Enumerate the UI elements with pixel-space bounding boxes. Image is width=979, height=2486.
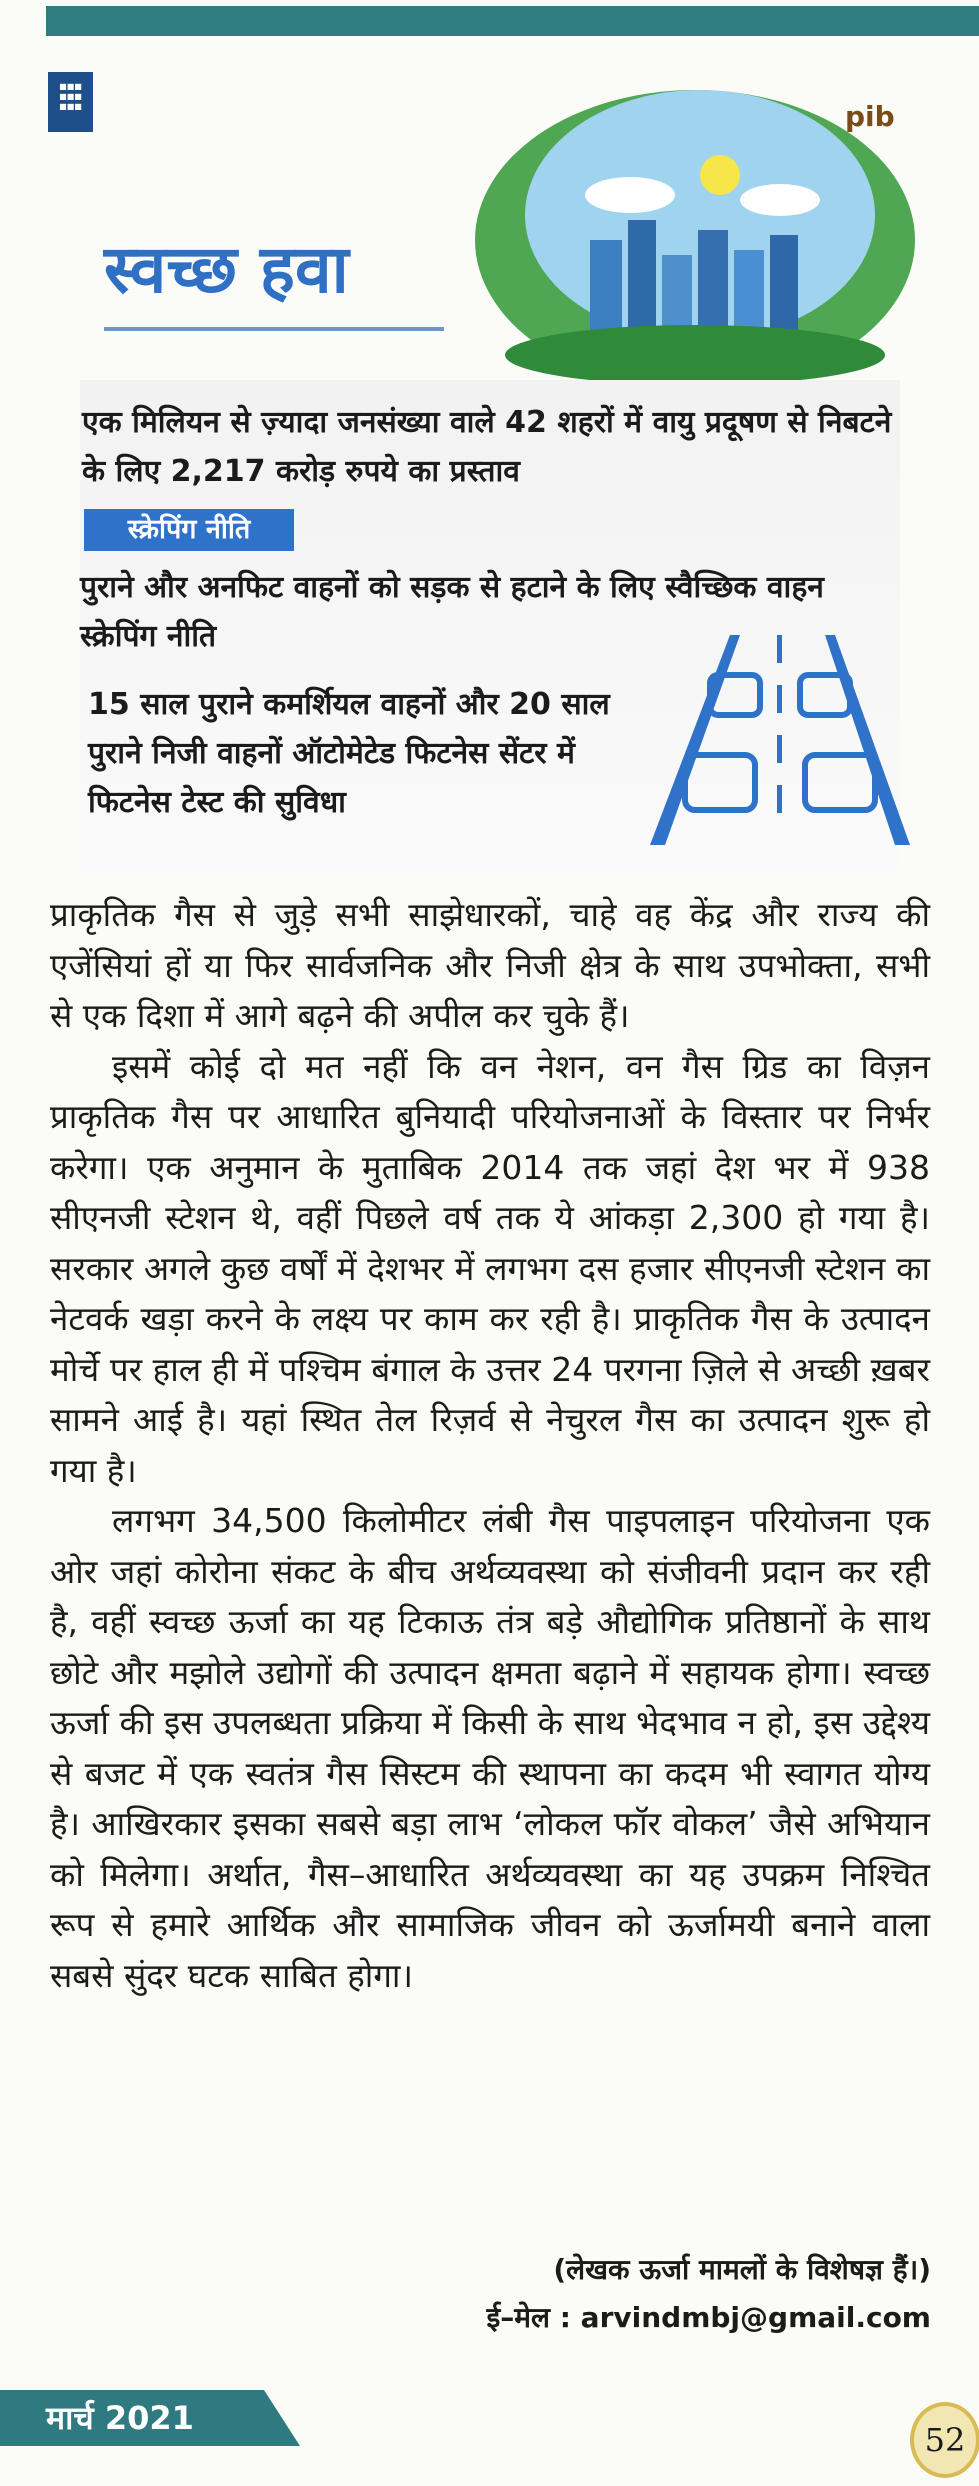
pib-logo: pib [845,100,895,133]
author-note: (लेखक ऊर्जा मामलों के विशेषज्ञ हैं।) [553,2253,931,2286]
highlight-lead: एक मिलियन से ज़्यादा जनसंख्या वाले 42 शहरों में वायु प्रदूषण से निबटने के लिए 2,217 करोड़ रुपये का प्रस्ताव [82,405,892,489]
author-email: ई–मेल : arvindmbj@gmail.com [486,2301,931,2334]
body-paragraph-2: इसमें कोई दो मत नहीं कि वन नेशन, वन गैस ग्रिड का विज़न प्राकृतिक गैस पर आधारित बुनियादी परियोजनाओं के विस्तार पर निर्भर करेगा। एक अनुमान के मुताबिक 2014 तक जहां देश भर में 938 सीएनजी स्टेशन थे, वहीं पिछले वर्ष तक ये आंकड़ा 2,300 हो गया है। सरकार अगले कुछ वर्षों में देशभर में लगभग दस हजार सीएनजी स्टेशन का नेटवर्क खड़ा करने के लक्ष्य पर काम कर रही है। प्राकृतिक गैस के उत्पादन मोर्चे पर हाल ही में पश्चिम बंगाल के उत्तर 24 परगना ज़िले से अच्छी ख़बर सामने आई है। यहां स्थित तेल रिज़र्व से नेचुरल गैस का उत्पादन शुरू हो गया है। [50,1046,930,1490]
title-underline [104,327,444,331]
highlight-point-1: पुराने और अनफिट वाहनों को सड़क से हटाने के लिए स्वैच्छिक वाहन स्क्रेपिंग नीति [80,570,824,654]
body-paragraph-3: लगभग 34,500 किलोमीटर लंबी गैस पाइपलाइन परियोजना एक ओर जहां कोरोना संकट के बीच अर्थव्यवस्था को संजीवनी प्रदान कर रही है, वहीं स्वच्छ ऊर्जा का यह टिकाऊ तंत्र बड़े औद्योगिक प्रतिष्ठानों के साथ छोटे और मझोले उद्योगों की उत्पादन क्षमता बढ़ाने में सहायक होगा। स्वच्छ ऊर्जा की इस उपलब्धता प्रक्रिया में किसी के साथ भेदभाव न हो, इस उद्देश्य से बजट में एक स्वतंत्र गैस सिस्टम की स्थापना का कदम भी स्वागत योग्य है। आखिरकार इसका सबसे बड़ा लाभ ‘लोकल फॉर वोकल’ जैसे अभियान को मिलेगा। अर्थात, गैस–आधारित अर्थव्यवस्था का यह उपक्रम निश्चित रूप से हमारे आर्थिक और सामाजिक जीवन को ऊर्जामयी बनाने वाला सबसे सुंदर घटक साबित होगा। [50,1501,930,1995]
article-body [50,890,930,2001]
clean-air-city-illustration [470,70,920,390]
magazine-logo: ■■■ ■■■ ■■■ [48,72,93,132]
section-title: स्वच्छ हवा [104,230,349,308]
body-paragraph-1: प्राकृतिक गैस से जुड़े सभी साझेधारकों, चाहे वह केंद्र और राज्य की एजेंसियां हों या फिर सार्वजनिक और निजी क्षेत्र के साथ उपभोक्ता, सभी से एक दिशा में आगे बढ़ने की अपील कर चुके हैं। [50,895,930,1035]
page-number: 52 [910,2402,979,2478]
road-vehicles-illustration [640,615,920,855]
top-color-bar [46,6,979,36]
scrapping-policy-subhead: स्क्रेपिंग नीति [84,509,294,551]
highlight-point-2: 15 साल पुराने कमर्शियल वाहनों और 20 साल पुराने निजी वाहनों ऑटोमेटेड फिटनेस सेंटर में फिटनेस टेस्ट की सुविधा [88,687,610,820]
issue-date: मार्च 2021 [46,2399,194,2437]
